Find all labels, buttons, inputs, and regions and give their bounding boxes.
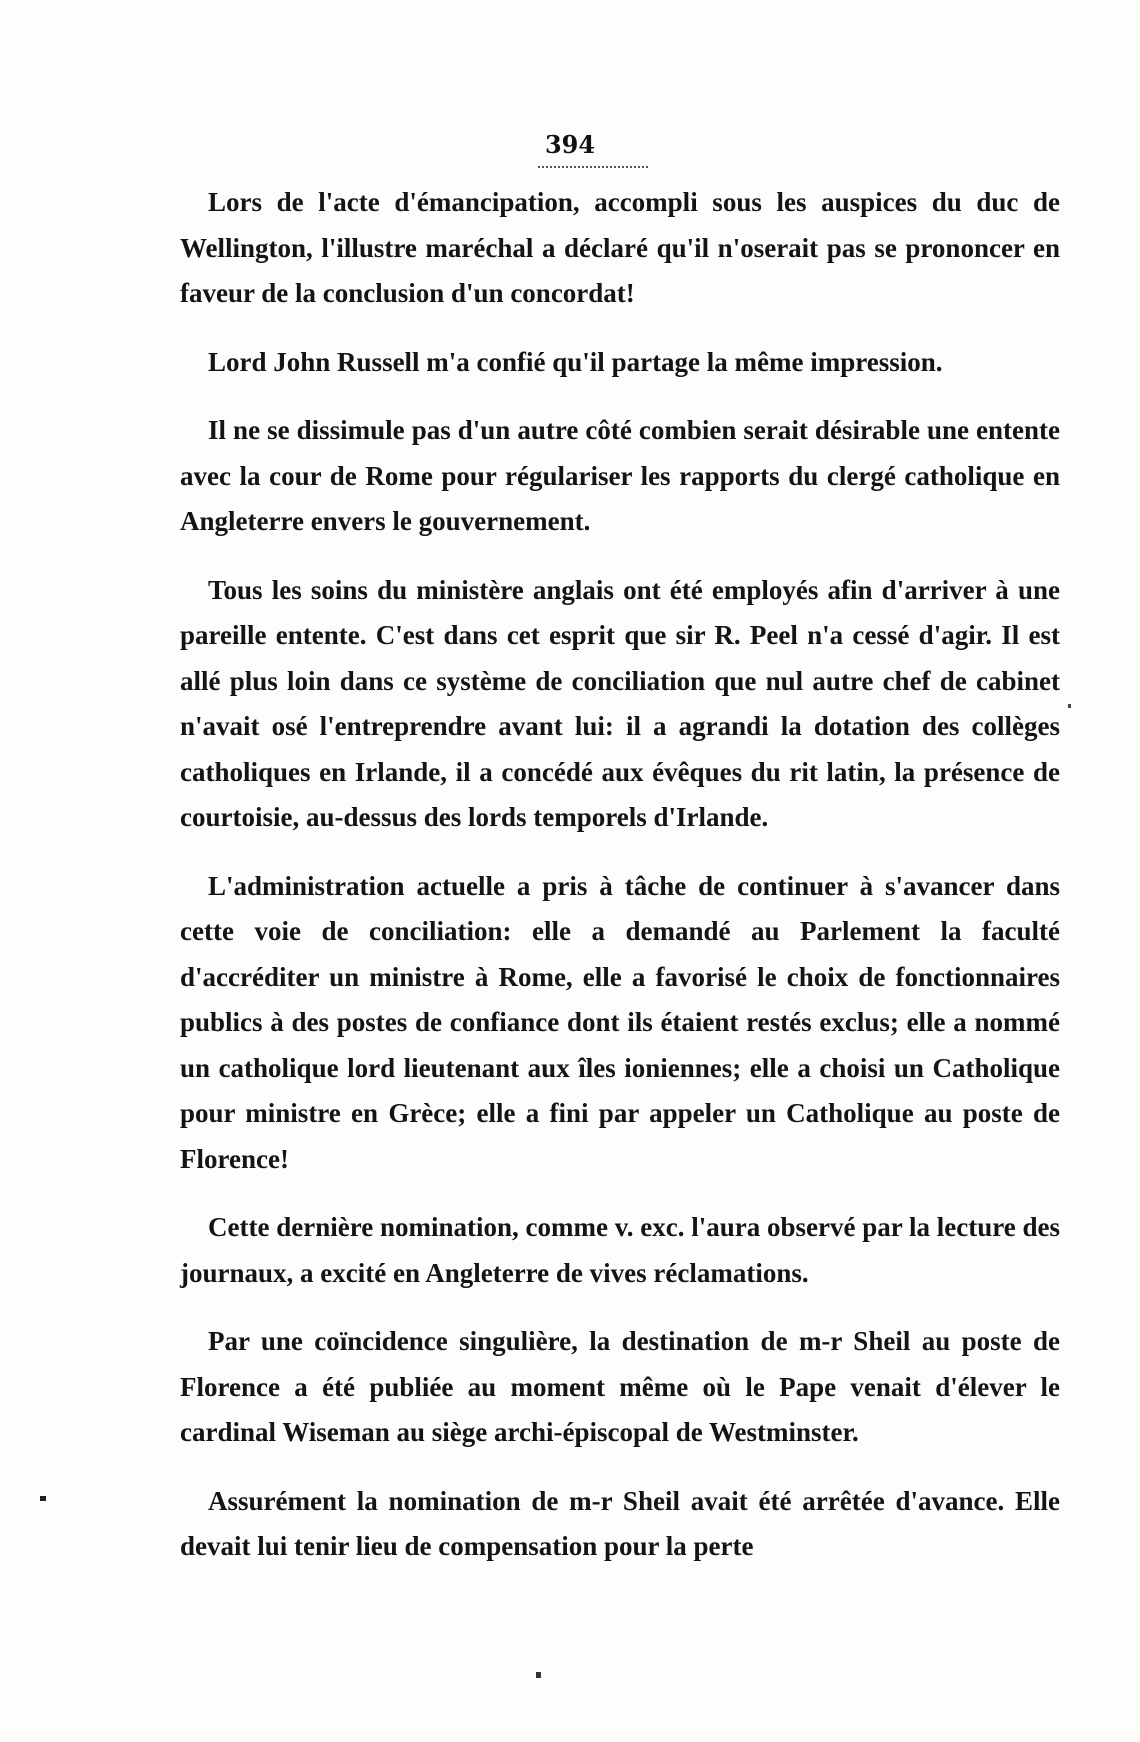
- paragraph-emancipation: Lors de l'acte d'émancipation, accompli sous les auspices du duc de Wellington, l'illustre maréchal a déclaré qu'il n'oserait pas se prononcer en faveur de la conclusion d'un concordat!: [180, 187, 1060, 308]
- stray-dot-mark: [536, 1672, 541, 1678]
- paragraph-coincidence: Par une coïncidence singulière, la destination de m-r Sheil au poste de Florence a été publiée au moment même où le Pape venait d'élever le cardinal Wiseman au siège archi-épiscopal de Westminster.: [180, 1326, 1060, 1447]
- margin-tick-mark: [1068, 704, 1071, 708]
- body-text: [180, 180, 1060, 1570]
- paragraph-nomination: Cette dernière nomination, comme v. exc. l'aura observé par la lecture des journaux, a excité en Angleterre de vives réclamations.: [180, 1212, 1060, 1288]
- margin-mark: [40, 1496, 46, 1501]
- paragraph-administration: L'administration actuelle a pris à tâche de continuer à s'avancer dans cette voie de conciliation: elle a demandé au Parlement la faculté d'accréditer un ministre à Rome, elle a favorisé le choix de fonctionnaires publics à des postes de confiance dont ils étaient restés exclus; elle a nommé un catholique lord lieutenant aux îles ioniennes; elle a choisi un Catholique pour ministre en Grèce; elle a fini par appeler un Catholique au poste de Florence!: [180, 870, 1060, 1174]
- page-number-divider: [538, 160, 648, 168]
- paragraph-lord-russell: Lord John Russell m'a confié qu'il partage la même impression.: [208, 346, 943, 377]
- paragraph-sheil: Assurément la nomination de m-r Sheil avait été arrêtée d'avance. Elle devait lui tenir lieu de compensation pour la perte: [180, 1485, 1060, 1561]
- page-number: 394: [544, 130, 596, 159]
- paragraph-entente: Il ne se dissimule pas d'un autre côté combien serait désirable une entente avec la cour de Rome pour régulariser les rapports du clergé catholique en Angleterre envers le gouvernement.: [180, 415, 1060, 536]
- paragraph-peel: Tous les soins du ministère anglais ont été employés afin d'arriver à une pareille entente. C'est dans cet esprit que sir R. Peel n'a cessé d'agir. Il est allé plus loin dans ce système de conciliation que nul autre chef de cabinet n'avait osé l'entreprendre avant lui: il a agrandi la dotation des collèges catholiques en Irlande, il a concédé aux évêques du rit latin, la présence de courtoisie, au-dessus des lords temporels d'Irlande.: [180, 574, 1060, 832]
